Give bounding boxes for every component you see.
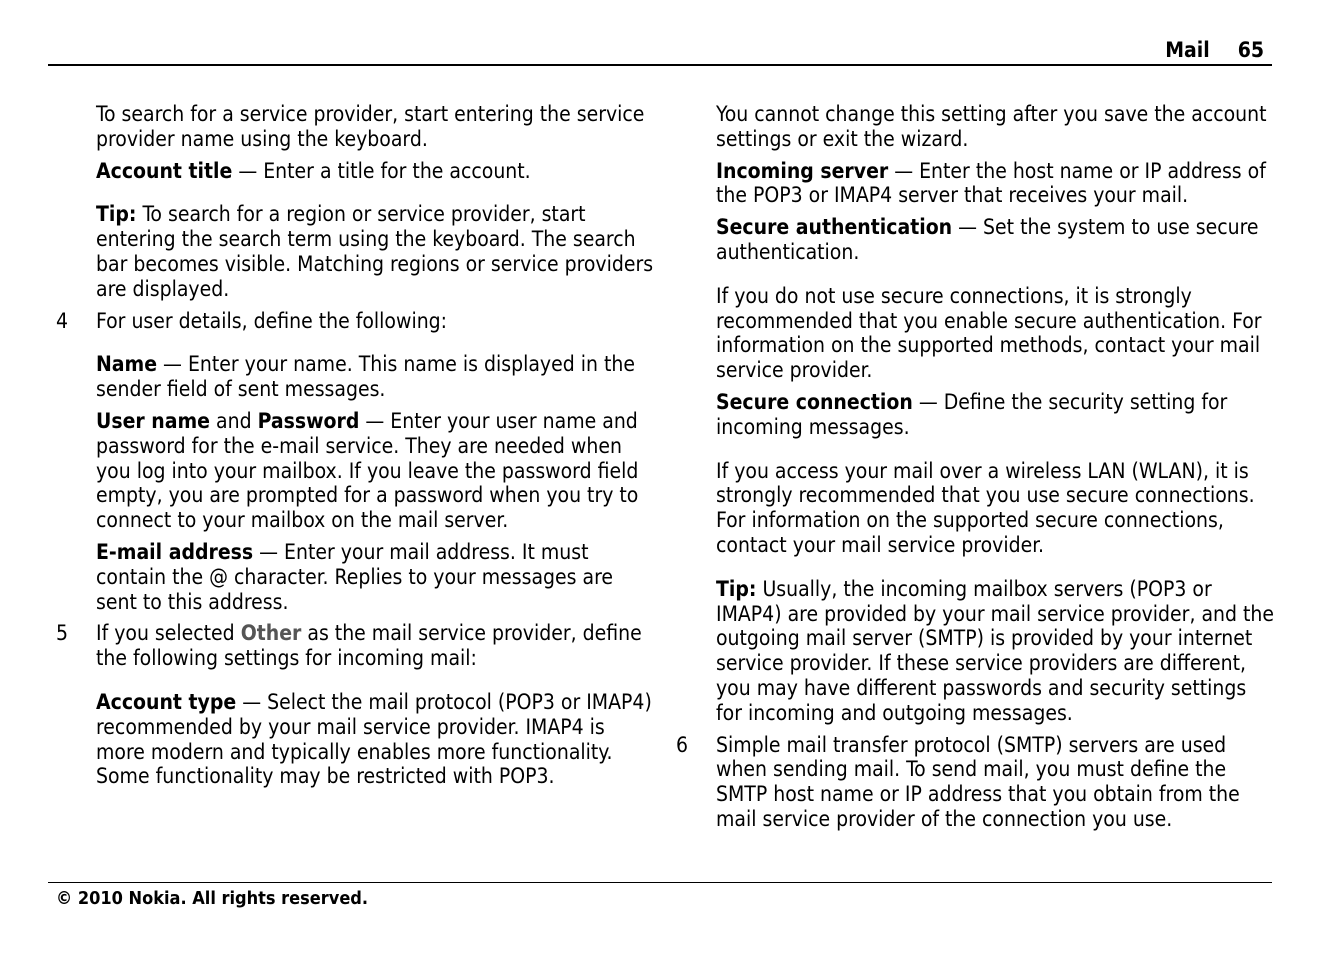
user-name-password-setting xyxy=(96,409,656,533)
step-text: For user details, define the following: xyxy=(96,308,448,333)
incoming-server-setting xyxy=(716,159,1276,209)
setting-description: — Enter your name. This name is displayed in the sender field of sent messages. xyxy=(96,352,635,402)
setting-term: Incoming server xyxy=(716,158,889,183)
tip-label: Tip: xyxy=(96,202,137,227)
setting-description: — Enter the host name or IP address of the POP3 or IMAP4 server that receives your mail. xyxy=(716,158,1266,208)
setting-description: — Enter a title for the account. xyxy=(232,158,531,183)
page-header xyxy=(48,34,1272,66)
setting-description: — Enter your mail address. It must contain the @ character. Replies to your messages are sent to this address. xyxy=(96,539,614,614)
setting-description: — Set the system to use secure authentication. xyxy=(716,215,1259,264)
setting-term: E-mail address xyxy=(96,539,254,564)
tip-text: To search for a region or service provider, start entering the search term using the keyboard. The search bar becomes visible. Matching regions or service providers are displayed. xyxy=(96,202,654,301)
option-highlight: Other xyxy=(240,621,302,646)
step-number: 6 xyxy=(676,732,689,757)
setting-term: Name xyxy=(96,352,158,377)
account-type-setting xyxy=(96,690,656,789)
tip-paragraph xyxy=(716,577,1276,726)
step-number: 4 xyxy=(56,308,69,333)
email-address-setting xyxy=(96,540,656,614)
copyright-notice: © 2010 Nokia. All rights reserved. xyxy=(56,888,369,909)
step-text: Simple mail transfer protocol (SMTP) servers are used when sending mail. To send mail, you must define the SMTP host name or IP address that you obtain from the mail service provider of the connection you use. xyxy=(716,732,1240,831)
setting-term: Account title xyxy=(96,158,233,183)
tip-label: Tip: xyxy=(716,576,757,601)
tip-text: Usually, the incoming mailbox servers (POP3 or IMAP4) are provided by your mail service provider, and the outgoing mail server (SMTP) is provided by your internet service provider. If these service providers are different, you may have different passwords and security settings for incoming and outgoing messages. xyxy=(716,576,1274,725)
authentication-note-paragraph: If you do not use secure connections, it is strongly recommended that you enable secure authentication. For information on the supported methods, contact your mail service provider. xyxy=(716,283,1262,383)
service-provider-search-paragraph: To search for a service provider, start entering the service provider name using the keyboard. xyxy=(96,102,645,151)
wlan-note-paragraph: If you access your mail over a wireless LAN (WLAN), it is strongly recommended that you use secure connections. For information on the supported secure connections, contact your mail service provider. xyxy=(716,458,1255,557)
setting-description: — Select the mail protocol (POP3 or IMAP4) recommended by your mail service provider. IMAP4 is more modern and typically enables more functionality. Some functionality may be restricted with POP3. xyxy=(96,689,652,789)
page-footer xyxy=(48,882,1272,910)
setting-term: Secure connection xyxy=(716,389,913,414)
step-number: 5 xyxy=(56,621,69,646)
page-number: 65 xyxy=(1237,38,1264,62)
setting-term: Account type xyxy=(96,689,237,714)
step-4 xyxy=(56,308,656,334)
step-6 xyxy=(676,732,1276,832)
name-setting xyxy=(96,352,656,402)
wizard-note-paragraph: You cannot change this setting after you save the account settings or exit the wizard. xyxy=(716,102,1267,151)
account-title-setting xyxy=(96,159,656,184)
conjunction: and xyxy=(210,408,258,433)
setting-description: — Define the security setting for incoming messages. xyxy=(716,389,1228,439)
left-column xyxy=(56,102,656,796)
setting-description: — Enter your user name and password for the e-mail service. They are needed when you log into your mailbox. If you leave the password field empty, you are prompted for a password when you try to connect to your mailbox on the mail server. xyxy=(96,408,639,533)
tip-paragraph xyxy=(96,202,656,301)
setting-term: Password xyxy=(257,408,360,433)
secure-authentication-setting xyxy=(716,215,1276,265)
step-text: If you selected xyxy=(96,621,241,646)
right-column xyxy=(676,102,1276,851)
secure-connection-setting xyxy=(716,390,1276,440)
chapter-title: Mail xyxy=(1165,38,1210,62)
setting-term: Secure authentication xyxy=(716,215,953,240)
setting-term: User name xyxy=(96,408,211,433)
step-text: as the mail service provider, define the following settings for incoming mail: xyxy=(96,621,642,671)
step-5 xyxy=(56,621,656,671)
